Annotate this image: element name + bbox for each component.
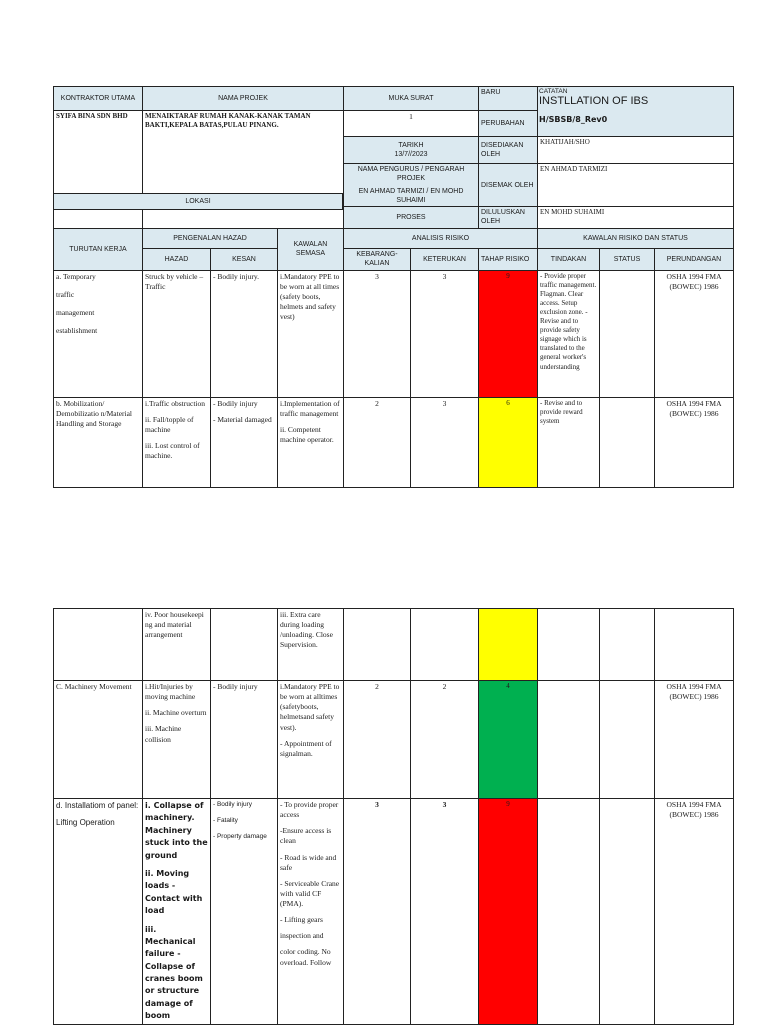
table-row [54, 681, 734, 799]
keterukan-cell: 3 [411, 397, 479, 487]
kawalan-line: - Serviceable Crane with valid CF (PMA). [280, 878, 340, 908]
proses-label: PROSES [344, 207, 479, 228]
kesan-line: - Property damage [213, 832, 267, 840]
tarikh-value: 13/7//2023 [394, 151, 428, 158]
turutan-line: establishment [56, 325, 98, 335]
table-row [54, 397, 734, 487]
table-row [54, 270, 734, 397]
kawalan-cell [278, 681, 344, 799]
hazad-cell [143, 397, 211, 487]
col-kebarangkalian: KEBARANG-KALIAN [344, 248, 411, 270]
keterukan-cell: 2 [411, 681, 479, 799]
tahap-risiko-cell: 6 [479, 397, 538, 487]
tahap-risiko-cell: 9 [479, 799, 538, 1025]
hazad-cell: iv. Poor housekeepi ng and material arrangement [143, 609, 211, 681]
kawalan-cell: i.Mandatory PPE to be worn at all times (safety boots, helmets and safety vest) [278, 270, 344, 397]
col-tahap: TAHAP RISIKO [479, 248, 538, 270]
turutan-cell [54, 609, 143, 681]
status-cell [600, 397, 655, 487]
kawalan-line: - To provide proper access [280, 800, 339, 820]
keterukan-cell [411, 609, 479, 681]
diluluskan-value: EN MOHD SUHAIMI [538, 207, 734, 228]
turutan-cell: C. Machinery Movement [54, 681, 143, 799]
turutan-line: d. Installatiom of panel: [56, 801, 139, 810]
col-turutan: TURUTAN KERJA [54, 228, 143, 270]
muka-surat-value: 1 [344, 111, 479, 137]
turutan-cell [54, 270, 143, 397]
kebarangkalian-cell: 2 [344, 681, 411, 799]
col-perundangan: PERUNDANGAN [655, 248, 734, 270]
tarikh-label: TARIKH [398, 141, 424, 149]
kebarangkalian-cell: 2 [344, 397, 411, 487]
col-keterukan: KETERUKAN [411, 248, 479, 270]
nama-projek-value: MENAIKTARAF RUMAH KANAK-KANAK TAMAN BAKTI,KEPALA BATAS,PULAU PINANG. [143, 111, 344, 229]
diluluskan-label: DILULUSKAN OLEH [479, 207, 538, 228]
col-status: STATUS [600, 248, 655, 270]
status-cell [600, 609, 655, 681]
status-cell [600, 681, 655, 799]
tahap-risiko-cell [479, 609, 538, 681]
col-tindakan: TINDAKAN [538, 248, 600, 270]
tahap-risiko-cell: 4 [479, 681, 538, 799]
risk-assessment-table-page-1 [53, 86, 734, 488]
kebarangkalian-cell: 3 [344, 270, 411, 397]
hazad-line: iii. Mechanical failure - Collapse of cranes boom or structure damage of boom [145, 924, 203, 1021]
catatan-label: CATATAN [539, 88, 568, 95]
kesan-cell [211, 799, 278, 1025]
col-kawalan-semasa: KAWALAN SEMASA [278, 228, 344, 270]
keterukan-cell: 3 [411, 270, 479, 397]
disemak-value: EN AHMAD TARMIZI [538, 164, 734, 207]
col-pengenalan: PENGENALAN HAZAD [143, 228, 278, 248]
tindakan-cell [538, 681, 600, 799]
kawalan-cell: iii. Extra care during loading /unloading. Close Supervision. [278, 609, 344, 681]
nama-projek-label: NAMA PROJEK [143, 87, 344, 111]
hazad-line: ii. Moving loads - Contact with load [145, 868, 203, 916]
tarikh-cell [344, 137, 479, 164]
perundangan-cell: OSHA 1994 FMA (BOWEC) 1986 [655, 397, 734, 487]
perubahan-label: PERUBAHAN [479, 111, 538, 137]
status-cell [600, 270, 655, 397]
kawalan-line: i.Mandatory PPE to be worn at alltimes (safetyboots, helmetsand safety vest). [280, 682, 340, 732]
perundangan-cell: OSHA 1994 FMA (BOWEC) 1986 [655, 799, 734, 1025]
turutan-line: Lifting Operation [56, 818, 115, 828]
tindakan-cell [538, 799, 600, 1025]
disediakan-label: DISEDIAKAN OLEH [479, 137, 538, 164]
pengurus-cell [344, 164, 479, 207]
table-row [54, 609, 734, 681]
turutan-cell [54, 799, 143, 1025]
turutan-line: traffic [56, 289, 75, 299]
kawalan-cell [278, 799, 344, 1025]
hazad-line: ii. Machine overturn [145, 708, 207, 718]
hazad-cell [143, 681, 211, 799]
kawalan-line: color coding. No overload. Follow [280, 947, 332, 967]
hazad-cell [143, 799, 211, 1025]
kesan-cell [211, 397, 278, 487]
kawalan-cell [278, 397, 344, 487]
tindakan-cell: - Provide proper traffic management. Flagman. Clear access. Setup exclusion zone. - Revise and to provide safety signage which is translated to the general worker's understanding [538, 270, 600, 397]
hazad-cell: Struck by vehicle – Traffic [143, 270, 211, 397]
kesan-line: - Bodily injury [213, 801, 253, 808]
disediakan-value: KHATIJAH/SHO [538, 137, 734, 164]
kawalan-line: i.Implementation of traffic management [280, 398, 340, 418]
keterukan-cell: 3 [411, 799, 479, 1025]
muka-surat-label: MUKA SURAT [344, 87, 479, 111]
doc-code: H/SBSB/8_Rev0 [539, 115, 608, 125]
tindakan-cell [538, 609, 600, 681]
hazad-line: i.Hit/Injuries by moving machine [145, 682, 196, 702]
catatan-cell [538, 87, 734, 137]
risk-assessment-table-page-2 [53, 608, 734, 1025]
lokasi-label: LOKASI [53, 193, 343, 210]
tahap-risiko-cell: 9 [479, 270, 538, 397]
perundangan-cell [655, 609, 734, 681]
kawalan-line: -Ensure access is clean [280, 826, 332, 846]
tindakan-cell: - Revise and to provide reward system [538, 397, 600, 487]
kawalan-line: - Appointment of signalman. [280, 738, 332, 758]
perundangan-cell: OSHA 1994 FMA (BOWEC) 1986 [655, 681, 734, 799]
kontraktor-label: KONTRAKTOR UTAMA [54, 87, 143, 111]
kesan-line: - Fatality [213, 816, 238, 824]
kawalan-line: - Lifting gears [280, 915, 323, 925]
pengurus-label: NAMA PENGURUS / PENGARAH PROJEK [357, 166, 465, 183]
kesan-cell [211, 609, 278, 681]
catatan-value: INSTLLATION OF IBS [539, 95, 649, 108]
kesan-line: - Bodily injury [213, 398, 258, 408]
perundangan-cell: OSHA 1994 FMA (BOWEC) 1986 [655, 270, 734, 397]
table-row [54, 799, 734, 1025]
turutan-line: a. Temporary [56, 271, 96, 281]
baru-label: BARU [479, 87, 538, 111]
kesan-line: - Material damaged [213, 414, 272, 424]
hazad-line: ii. Fall/topple of machine [145, 414, 194, 434]
pengurus-value: EN AHMAD TARMIZI / EN MOHD SUHAIMI [358, 188, 464, 205]
hazad-line: iii. Machine collision [145, 724, 182, 744]
hazad-line: i. Collapse of machinery. Machinery stuck into the ground [145, 801, 208, 860]
col-kesan: KESAN [211, 248, 278, 270]
col-hazad: HAZAD [143, 248, 211, 270]
kesan-cell: - Bodily injury [211, 681, 278, 799]
col-analisis: ANALISIS RISIKO [344, 228, 538, 248]
turutan-cell: b. Mobilization/ Demobilizatio n/Material Handling and Storage [54, 397, 143, 487]
turutan-line: management [56, 307, 95, 317]
col-kawalan-status: KAWALAN RISIKO DAN STATUS [538, 228, 734, 248]
hazad-line: iii. Lost control of machine. [145, 440, 200, 461]
kesan-cell: - Bodily injury. [211, 270, 278, 397]
kontraktor-value: SYIFA BINA SDN BHD [54, 111, 143, 229]
status-cell [600, 799, 655, 1025]
kawalan-line: - Road is wide and safe [280, 852, 337, 872]
kawalan-line: ii. Competent machine operator. [280, 424, 334, 444]
kebarangkalian-cell [344, 609, 411, 681]
hazad-line: i.Traffic obstruction [145, 398, 205, 408]
kebarangkalian-cell: 3 [344, 799, 411, 1025]
disemak-label: DISEMAK OLEH [479, 164, 538, 207]
kawalan-line: inspection and [280, 931, 324, 941]
